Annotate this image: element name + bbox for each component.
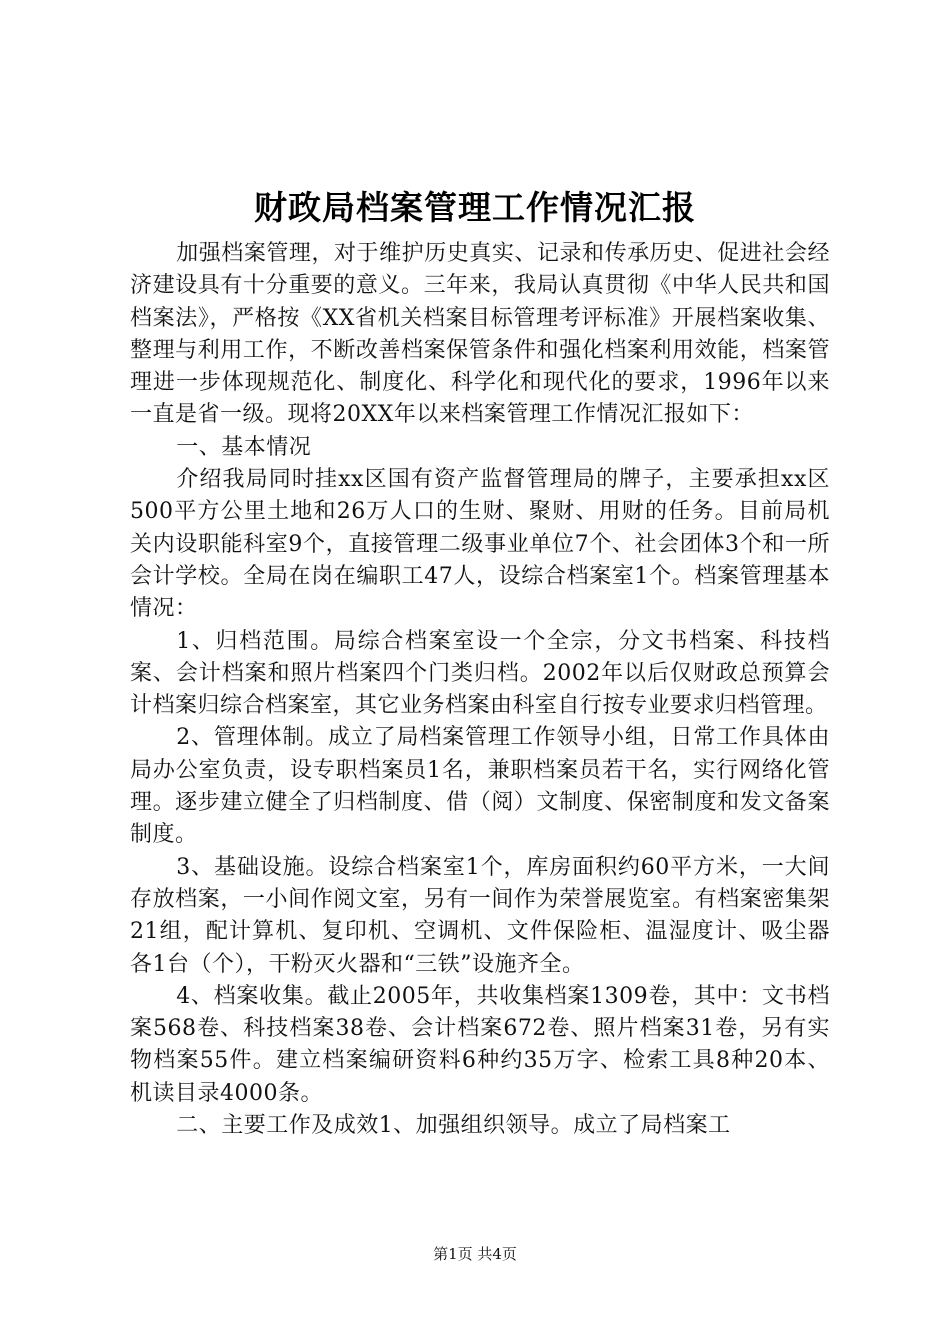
paragraph-facilities: 3、基础设施。设综合档案室1个，库房面积约60平方米，一大间存放档案，一小间作阅文室，另有一间作为荣誉展览室。有档案密集架21组，配计算机、复印机、空调机、文件保险柜、温湿度计、吸尘器各1台（个），干粉灭火器和“三铁”设施齐全。 <box>130 854 830 977</box>
paragraph-intro: 加强档案管理，对于维护历史真实、记录和传承历史、促进社会经济建设具有十分重要的意义。三年来，我局认真贯彻《中华人民共和国档案法》，严格按《XX省机关档案目标管理考评标准》开展档案收集、整理与利用工作，不断改善档案保管条件和强化档案利用效能，档案管理进一步体现规范化、制度化、科学化和现代化的要求，1996年以来一直是省一级。现将20XX年以来档案管理工作情况汇报如下： <box>130 241 830 428</box>
document-body <box>130 238 830 1142</box>
paragraph-archive-collection: 4、档案收集。截止2005年，共收集档案1309卷，其中：文书档案568卷、科技档案38卷、会计档案672卷、照片档案31卷，另有实物档案55件。建立档案编研资料6种约35万字、检索工具8种20本、机读目录4000条。 <box>130 983 830 1106</box>
section-heading-basic: 一、基本情况 <box>176 434 312 460</box>
page-number: 第1页 共4页 <box>433 1245 517 1263</box>
document-title: 财政局档案管理工作情况汇报 <box>254 188 696 227</box>
paragraph-basic-info: 介绍我局同时挂xx区国有资产监督管理局的牌子，主要承担xx区500平方公里土地和26万人口的生财、聚财、用财的任务。目前局机关内设职能科室9个，直接管理二级事业单位7个、社会团体3个和一所会计学校。全局在岗在编职工47人，设综合档案室1个。档案管理基本情况： <box>130 467 830 622</box>
paragraph-filing-scope: 1、归档范围。局综合档案室设一个全宗，分文书档案、科技档案、会计档案和照片档案四个门类归档。2002年以后仅财政总预算会计档案归综合档案室，其它业务档案由科室自行按专业要求归档管理。 <box>130 628 830 719</box>
paragraph-management-system: 2、管理体制。成立了局档案管理工作领导小组，日常工作具体由局办公室负责，设专职档案员1名，兼职档案员若干名，实行网络化管理。逐步建立健全了归档制度、借（阅）文制度、保密制度和发文备案制度。 <box>130 725 830 848</box>
section-heading-main-work: 二、主要工作及成效1、加强组织领导。成立了局档案工 <box>176 1113 731 1139</box>
